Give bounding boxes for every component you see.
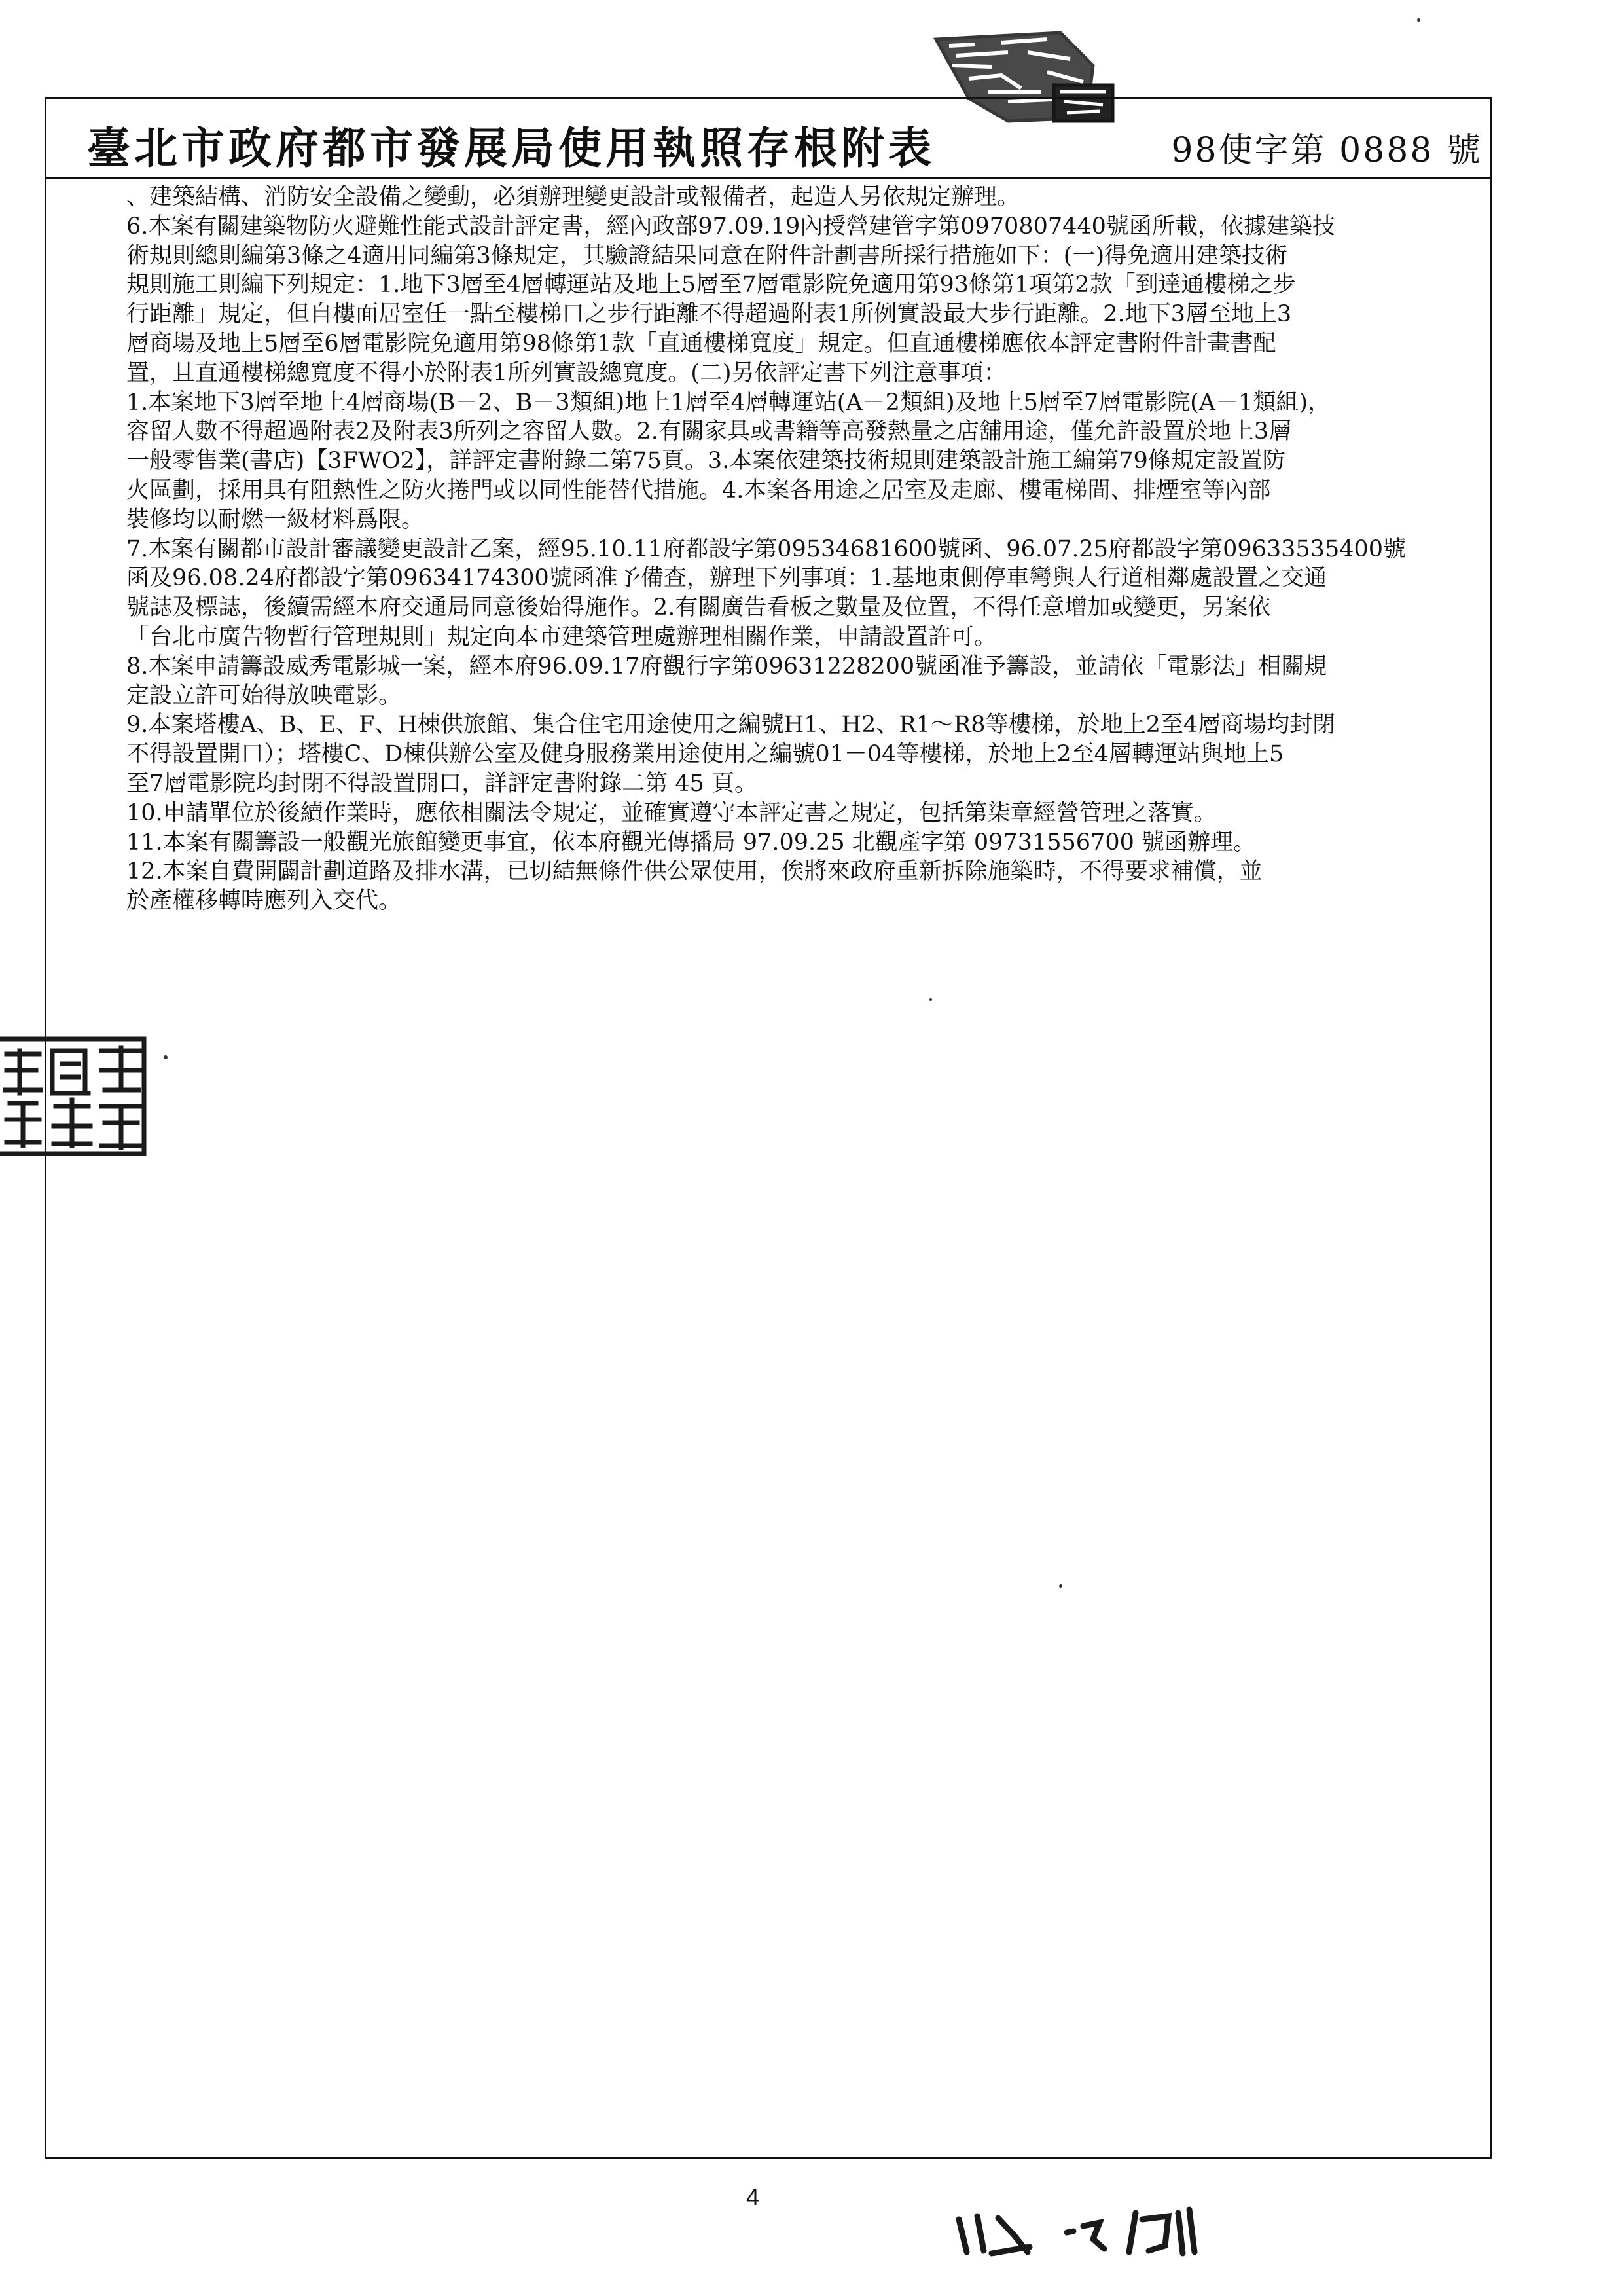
body-line: 11.本案有關籌設一般觀光旅館變更事宜，依本府觀光傳播局 97.09.25 北觀產字第 09731556700 號函辦理。 <box>126 829 1256 856</box>
permit-number: 98使字第 0888 號 <box>1171 131 1483 170</box>
body-line: 規則施工則編下列規定：1.地下3層至4層轉運站及地上5層至7層電影院免適用第93條第1項第2款「到達通樓梯之步 <box>126 272 1296 299</box>
scan-speck <box>1417 18 1420 22</box>
handwritten-mark <box>952 2200 1201 2262</box>
body-line: 火區劃，採用具有阻熱性之防火捲門或以同性能替代措施。4.本案各用途之居室及走廊、樓電梯間、排煙室等內部 <box>126 477 1271 503</box>
body-line: 一般零售業(書店)【3FWO2】，詳評定書附錄二第75頁。3.本案依建築技術規則建築設計施工編第79條規定設置防 <box>126 448 1285 475</box>
body-line: 9.本案塔樓A、B、E、F、H棟供旅館、集合住宅用途使用之編號H1、H2、R1～R8等樓梯，於地上2至4層商場均封閉 <box>126 712 1336 738</box>
body-line: 6.本案有關建築物防火避難性能式設計評定書，經內政部97.09.19內授營建管字第0970807440號函所載，依據建築技 <box>126 213 1335 240</box>
body-line: 函及96.08.24府都設字第09634174300號函准予備查，辦理下列事項：1.基地東側停車彎與人行道相鄰處設置之交通 <box>126 565 1327 592</box>
body-line: 於產權移轉時應列入交代。 <box>126 888 402 915</box>
body-line: 7.本案有關都市設計審議變更設計乙案，經95.10.11府都設字第09534681600號函、96.07.25府都設字第09633535400號 <box>126 536 1407 562</box>
body-line: 12.本案自費開闢計劃道路及排水溝，已切結無條件供公眾使用，俟將來政府重新拆除施築時，不得要求補償，並 <box>126 858 1263 885</box>
body-line: 置，且直通樓梯總寬度不得小於附表1所列實設總寬度。(二)另依評定書下列注意事項： <box>126 359 1007 386</box>
page-number: 4 <box>746 2183 760 2210</box>
official-seal-stamp <box>0 1031 151 1162</box>
body-line: 裝修均以耐燃一級材料爲限。 <box>126 506 425 533</box>
title-stamp-overlap: 附表 <box>841 122 935 173</box>
title-text: 臺北市政府都市發展局使用執照存根 <box>87 122 841 173</box>
body-line: 行距離」規定，但自樓面居室任一點至樓梯口之步行距離不得超過附表1所例實設最大步行距離。2.地下3層至地上3 <box>126 301 1292 328</box>
body-line: 容留人數不得超過附表2及附表3所列之容留人數。2.有關家具或書籍等高發熱量之店舖用途，僅允許設置於地上3層 <box>126 418 1292 445</box>
body-line: 8.本案申請籌設威秀電影城一案，經本府96.09.17府觀行字第09631228200號函准予籌設，並請依「電影法」相關規 <box>126 653 1327 680</box>
body-line: 1.本案地下3層至地上4層商場(B－2、B－3類組)地上1層至4層轉運站(A－2類組)及地上5層至7層電影院(A－1類組)， <box>126 389 1331 416</box>
scan-speck <box>164 1055 168 1059</box>
body-line: 層商場及地上5層至6層電影院免適用第98條第1款「直通樓梯寬度」規定。但直通樓梯應依本評定書附件計畫書配 <box>126 330 1276 357</box>
body-line: 號誌及標誌，後續需經本府交通局同意後始得施作。2.有關廣告看板之數量及位置，不得任意增加或變更，另案依 <box>126 594 1271 621</box>
body-line: 、建築結構、消防安全設備之變動，必須辦理變更設計或報備者，起造人另依規定辦理。 <box>126 184 1020 210</box>
document-frame <box>45 97 1492 2159</box>
body-line: 「台北市廣告物暫行管理規則」規定向本市建築管理處辦理相關作業，申請設置許可。 <box>126 623 998 650</box>
body-line: 不得設置開口）；塔樓C、D棟供辦公室及健身服務業用途使用之編號01－04等樓梯，於地上2至4層轉運站與地上5 <box>126 741 1284 768</box>
document-body <box>126 183 1488 916</box>
body-line: 術規則總則編第3條之4適用同編第3條規定，其驗證結果同意在附件計劃書所採行措施如下：(一)得免適用建築技術 <box>126 242 1288 269</box>
document-title <box>87 113 935 175</box>
body-line: 定設立許可始得放映電影。 <box>126 682 402 709</box>
scan-speck <box>929 998 932 1001</box>
body-line: 至7層電影院均封閉不得設置開口，詳評定書附錄二第 45 頁。 <box>126 770 758 797</box>
document-header <box>46 99 1490 179</box>
body-line: 10.申請單位於後續作業時，應依相關法令規定，並確實遵守本評定書之規定，包括第柒章經營管理之落實。 <box>126 799 1217 826</box>
scan-speck <box>1059 1584 1062 1588</box>
